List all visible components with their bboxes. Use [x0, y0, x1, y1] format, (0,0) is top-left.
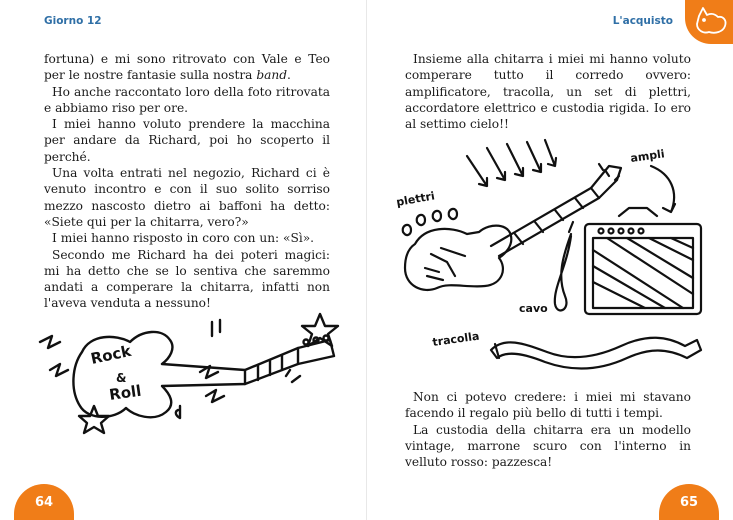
guitar-text-and: & — [116, 371, 127, 385]
paragraph: La custodia della chitarra era un modello vintage, marrone scuro con l'interno in velluto rosso: pazzesca! — [405, 422, 691, 470]
guitar-equipment-illustration — [395, 136, 715, 381]
page-number-right: 65 — [659, 484, 719, 520]
guitar-text-rock: Rock — [89, 341, 133, 368]
cat-icon — [685, 0, 733, 44]
paragraph: Non ci potevo credere: i miei mi stavano facendo il regalo più bello di tutti i tempi. — [405, 390, 691, 421]
page-number-left: 64 — [14, 484, 74, 520]
paragraph: I miei hanno voluto prendere la macchina per andare da Richard, poi ho scoperto il perché. — [44, 117, 330, 164]
label-tracolla: tracolla — [431, 329, 481, 349]
label-plettri: plettri — [395, 189, 436, 209]
paragraph: Ho anche raccontato loro della foto ritrovata e abbiamo riso per ore. — [44, 84, 330, 115]
running-head-left: Giorno 12 — [44, 15, 102, 27]
paragraph: Secondo me Richard ha dei poteri magici: mi ha detto che se lo sentiva che saremmo andati a comperare la chitarra, infatti non l'aveva venduta a nessuno! — [44, 247, 330, 311]
guitar-text-roll: Roll — [108, 381, 143, 404]
left-page — [0, 0, 366, 520]
right-body-text-bottom — [405, 389, 691, 470]
paragraph-text: fortuna) e mi sono ritrovato con Vale e Teo per le nostre fantasie sulla nostra — [44, 52, 330, 83]
italic-word: band — [256, 68, 288, 83]
right-page — [367, 0, 733, 520]
right-body-text-top — [405, 51, 691, 132]
paragraph: Insieme alla chitarra i miei mi hanno voluto comperare tutto il corredo ovvero: amplificatore, tracolla, un set di plettri, accordatore elettrico e custodia rigida. Io ero al settimo cielo!! — [405, 52, 691, 132]
period: . — [287, 68, 291, 83]
rock-and-roll-guitar-illustration — [30, 312, 350, 442]
label-cavo: cavo — [519, 302, 548, 315]
paragraph: I miei hanno risposto in coro con un: «Sì». — [52, 231, 315, 246]
running-head-right: L'acquisto — [612, 15, 673, 27]
paragraph: Una volta entrati nel negozio, Richard ci è venuto incontro e con il suo solito sorriso mezzo nascosto dietro ai baffoni ha detto: «Siete qui per la chitarra, vero?» — [44, 166, 330, 229]
left-body-text — [44, 51, 330, 312]
paragraph — [44, 51, 330, 84]
label-ampli: ampli — [629, 147, 666, 165]
